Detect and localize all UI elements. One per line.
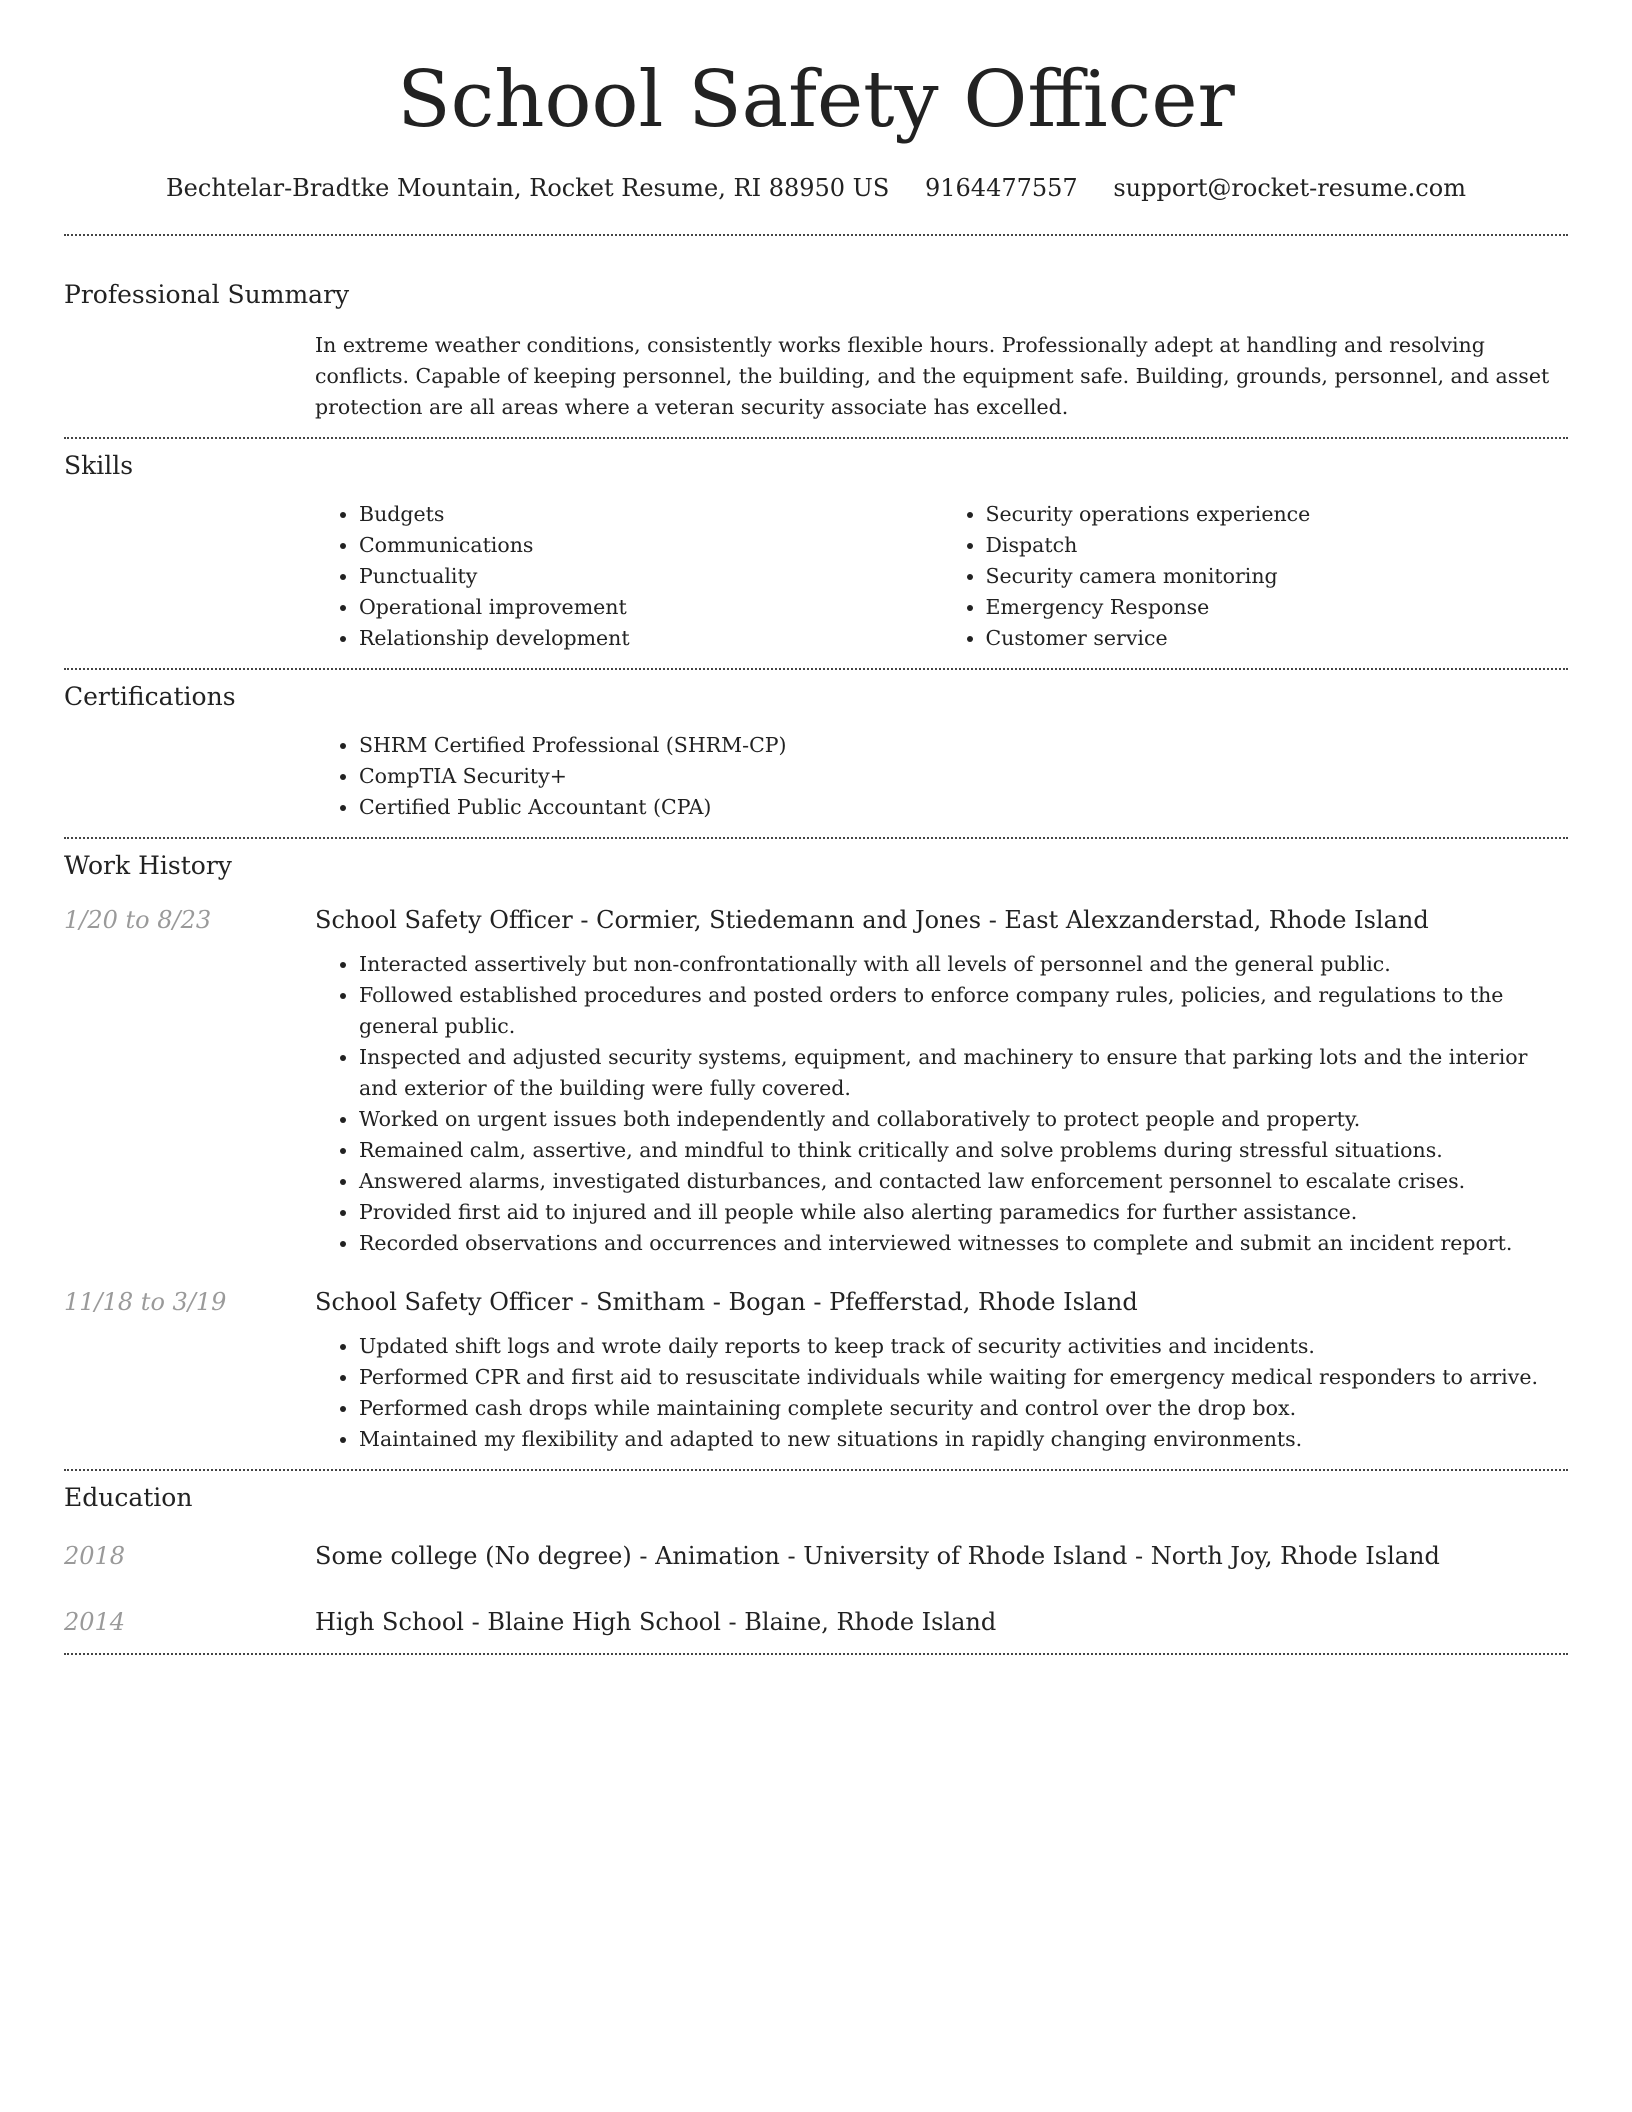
job-bullet: • Provided first aid to injured and ill people while also alerting paramedics for further assistance. xyxy=(359,1197,1568,1228)
skill-item: • Operational improvement xyxy=(359,592,942,623)
skill-item: • Communications xyxy=(359,530,942,561)
skill-item: • Dispatch xyxy=(986,530,1569,561)
contact-phone: 9164477557 xyxy=(924,174,1078,202)
skills-grid xyxy=(315,499,1568,654)
job-date: 11/18 to 3/19 xyxy=(64,1288,227,1316)
job-bullets xyxy=(315,1331,1568,1455)
summary-body xyxy=(315,330,1568,423)
divider xyxy=(64,837,1568,839)
job-bullet: • Answered alarms, investigated disturbances, and contacted law enforcement personnel to escalate crises. xyxy=(359,1166,1568,1197)
education-date: 2018 xyxy=(64,1542,126,1570)
job-header xyxy=(64,903,1568,937)
education-entry xyxy=(64,1605,1568,1639)
work-history-heading: Work History xyxy=(64,851,232,880)
contact-address: Bechtelar-Bradtke Mountain, Rocket Resume, RI 88950 US xyxy=(166,174,890,202)
job-bullet-list xyxy=(315,1331,1568,1455)
job-bullet: • Followed established procedures and posted orders to enforce company rules, policies, and regulations to the general public. xyxy=(359,980,1568,1042)
summary-section xyxy=(64,278,1568,423)
job-bullet: • Inspected and adjusted security systems, equipment, and machinery to ensure that parking lots and the interior and exterior of the building were fully covered. xyxy=(359,1042,1568,1104)
divider xyxy=(64,1469,1568,1471)
job-date: 1/20 to 8/23 xyxy=(64,906,212,934)
job-bullet: • Updated shift logs and wrote daily reports to keep track of security activities and incidents. xyxy=(359,1331,1568,1362)
job-role: School Safety Officer xyxy=(315,1288,573,1316)
summary-heading: Professional Summary xyxy=(64,280,350,309)
skills-section xyxy=(64,449,1568,654)
skills-list-left xyxy=(315,499,942,654)
education-degree: High School xyxy=(315,1608,464,1636)
job-title-line xyxy=(315,903,1429,937)
education-degree: Some college (No degree) - Animation xyxy=(315,1542,780,1570)
certifications-list xyxy=(315,730,1568,823)
skills-heading: Skills xyxy=(64,451,134,480)
job-bullet-list xyxy=(315,949,1568,1259)
job-title-line xyxy=(315,1285,1138,1319)
job-details: - Cormier, Stiedemann and Jones - East Alexzanderstad, Rhode Island xyxy=(572,906,1429,934)
job-header xyxy=(64,1285,1568,1319)
education-heading: Education xyxy=(64,1483,193,1512)
job-bullet: • Recorded observations and occurrences and interviewed witnesses to complete and submit an incident report. xyxy=(359,1228,1568,1259)
certification-item: • CompTIA Security+ xyxy=(359,761,1568,792)
job-bullet: • Interacted assertively but non-confrontationally with all levels of personnel and the general public. xyxy=(359,949,1568,980)
skills-list-right xyxy=(942,499,1569,654)
job-entry xyxy=(64,1285,1568,1455)
job-bullet: • Worked on urgent issues both independently and collaboratively to protect people and property. xyxy=(359,1104,1568,1135)
divider xyxy=(64,668,1568,670)
education-title-line xyxy=(315,1605,996,1639)
skill-item: • Budgets xyxy=(359,499,942,530)
education-entry xyxy=(64,1539,1568,1573)
divider xyxy=(64,1653,1568,1655)
resume-header xyxy=(64,0,1568,204)
contact-line xyxy=(64,172,1568,204)
certification-item: • Certified Public Accountant (CPA) xyxy=(359,792,1568,823)
divider xyxy=(64,234,1568,236)
job-bullet: • Performed cash drops while maintaining complete security and control over the drop box. xyxy=(359,1393,1568,1424)
skill-item: • Customer service xyxy=(986,623,1569,654)
education-section xyxy=(64,1481,1568,1639)
education-title-line xyxy=(315,1539,1440,1573)
certifications-section xyxy=(64,680,1568,823)
skill-item: • Security camera monitoring xyxy=(986,561,1569,592)
job-bullet: • Performed CPR and first aid to resuscitate individuals while waiting for emergency medical responders to arrive. xyxy=(359,1362,1568,1393)
job-bullets xyxy=(315,949,1568,1259)
contact-email: support@rocket-resume.com xyxy=(1113,174,1466,202)
job-entry xyxy=(64,903,1568,1259)
work-history-section xyxy=(64,849,1568,1455)
skill-item: • Relationship development xyxy=(359,623,942,654)
job-details: - Smitham - Bogan - Pfefferstad, Rhode Island xyxy=(572,1288,1138,1316)
certification-item: • SHRM Certified Professional (SHRM-CP) xyxy=(359,730,1568,761)
certifications-heading: Certifications xyxy=(64,682,236,711)
education-date: 2014 xyxy=(64,1608,126,1636)
skill-item: • Security operations experience xyxy=(986,499,1569,530)
education-details: - University of Rhode Island - North Joy, Rhode Island xyxy=(779,1542,1440,1570)
skill-item: • Punctuality xyxy=(359,561,942,592)
job-bullet: • Remained calm, assertive, and mindful to think critically and solve problems during stressful situations. xyxy=(359,1135,1568,1166)
job-bullet: • Maintained my flexibility and adapted to new situations in rapidly changing environments. xyxy=(359,1424,1568,1455)
resume-name: School Safety Officer xyxy=(397,55,1235,145)
summary-text: In extreme weather conditions, consistently works flexible hours. Professionally adept at handling and resolving conflicts. Capable of keeping personnel, the building, and the equipment safe. Building, grounds, personnel, and asset protection are all areas where a veteran security associate has excelled. xyxy=(315,333,1550,419)
job-role: School Safety Officer xyxy=(315,906,573,934)
skill-item: • Emergency Response xyxy=(986,592,1569,623)
certifications-body xyxy=(315,730,1568,823)
divider xyxy=(64,437,1568,439)
education-details: - Blaine High School - Blaine, Rhode Island xyxy=(463,1608,997,1636)
